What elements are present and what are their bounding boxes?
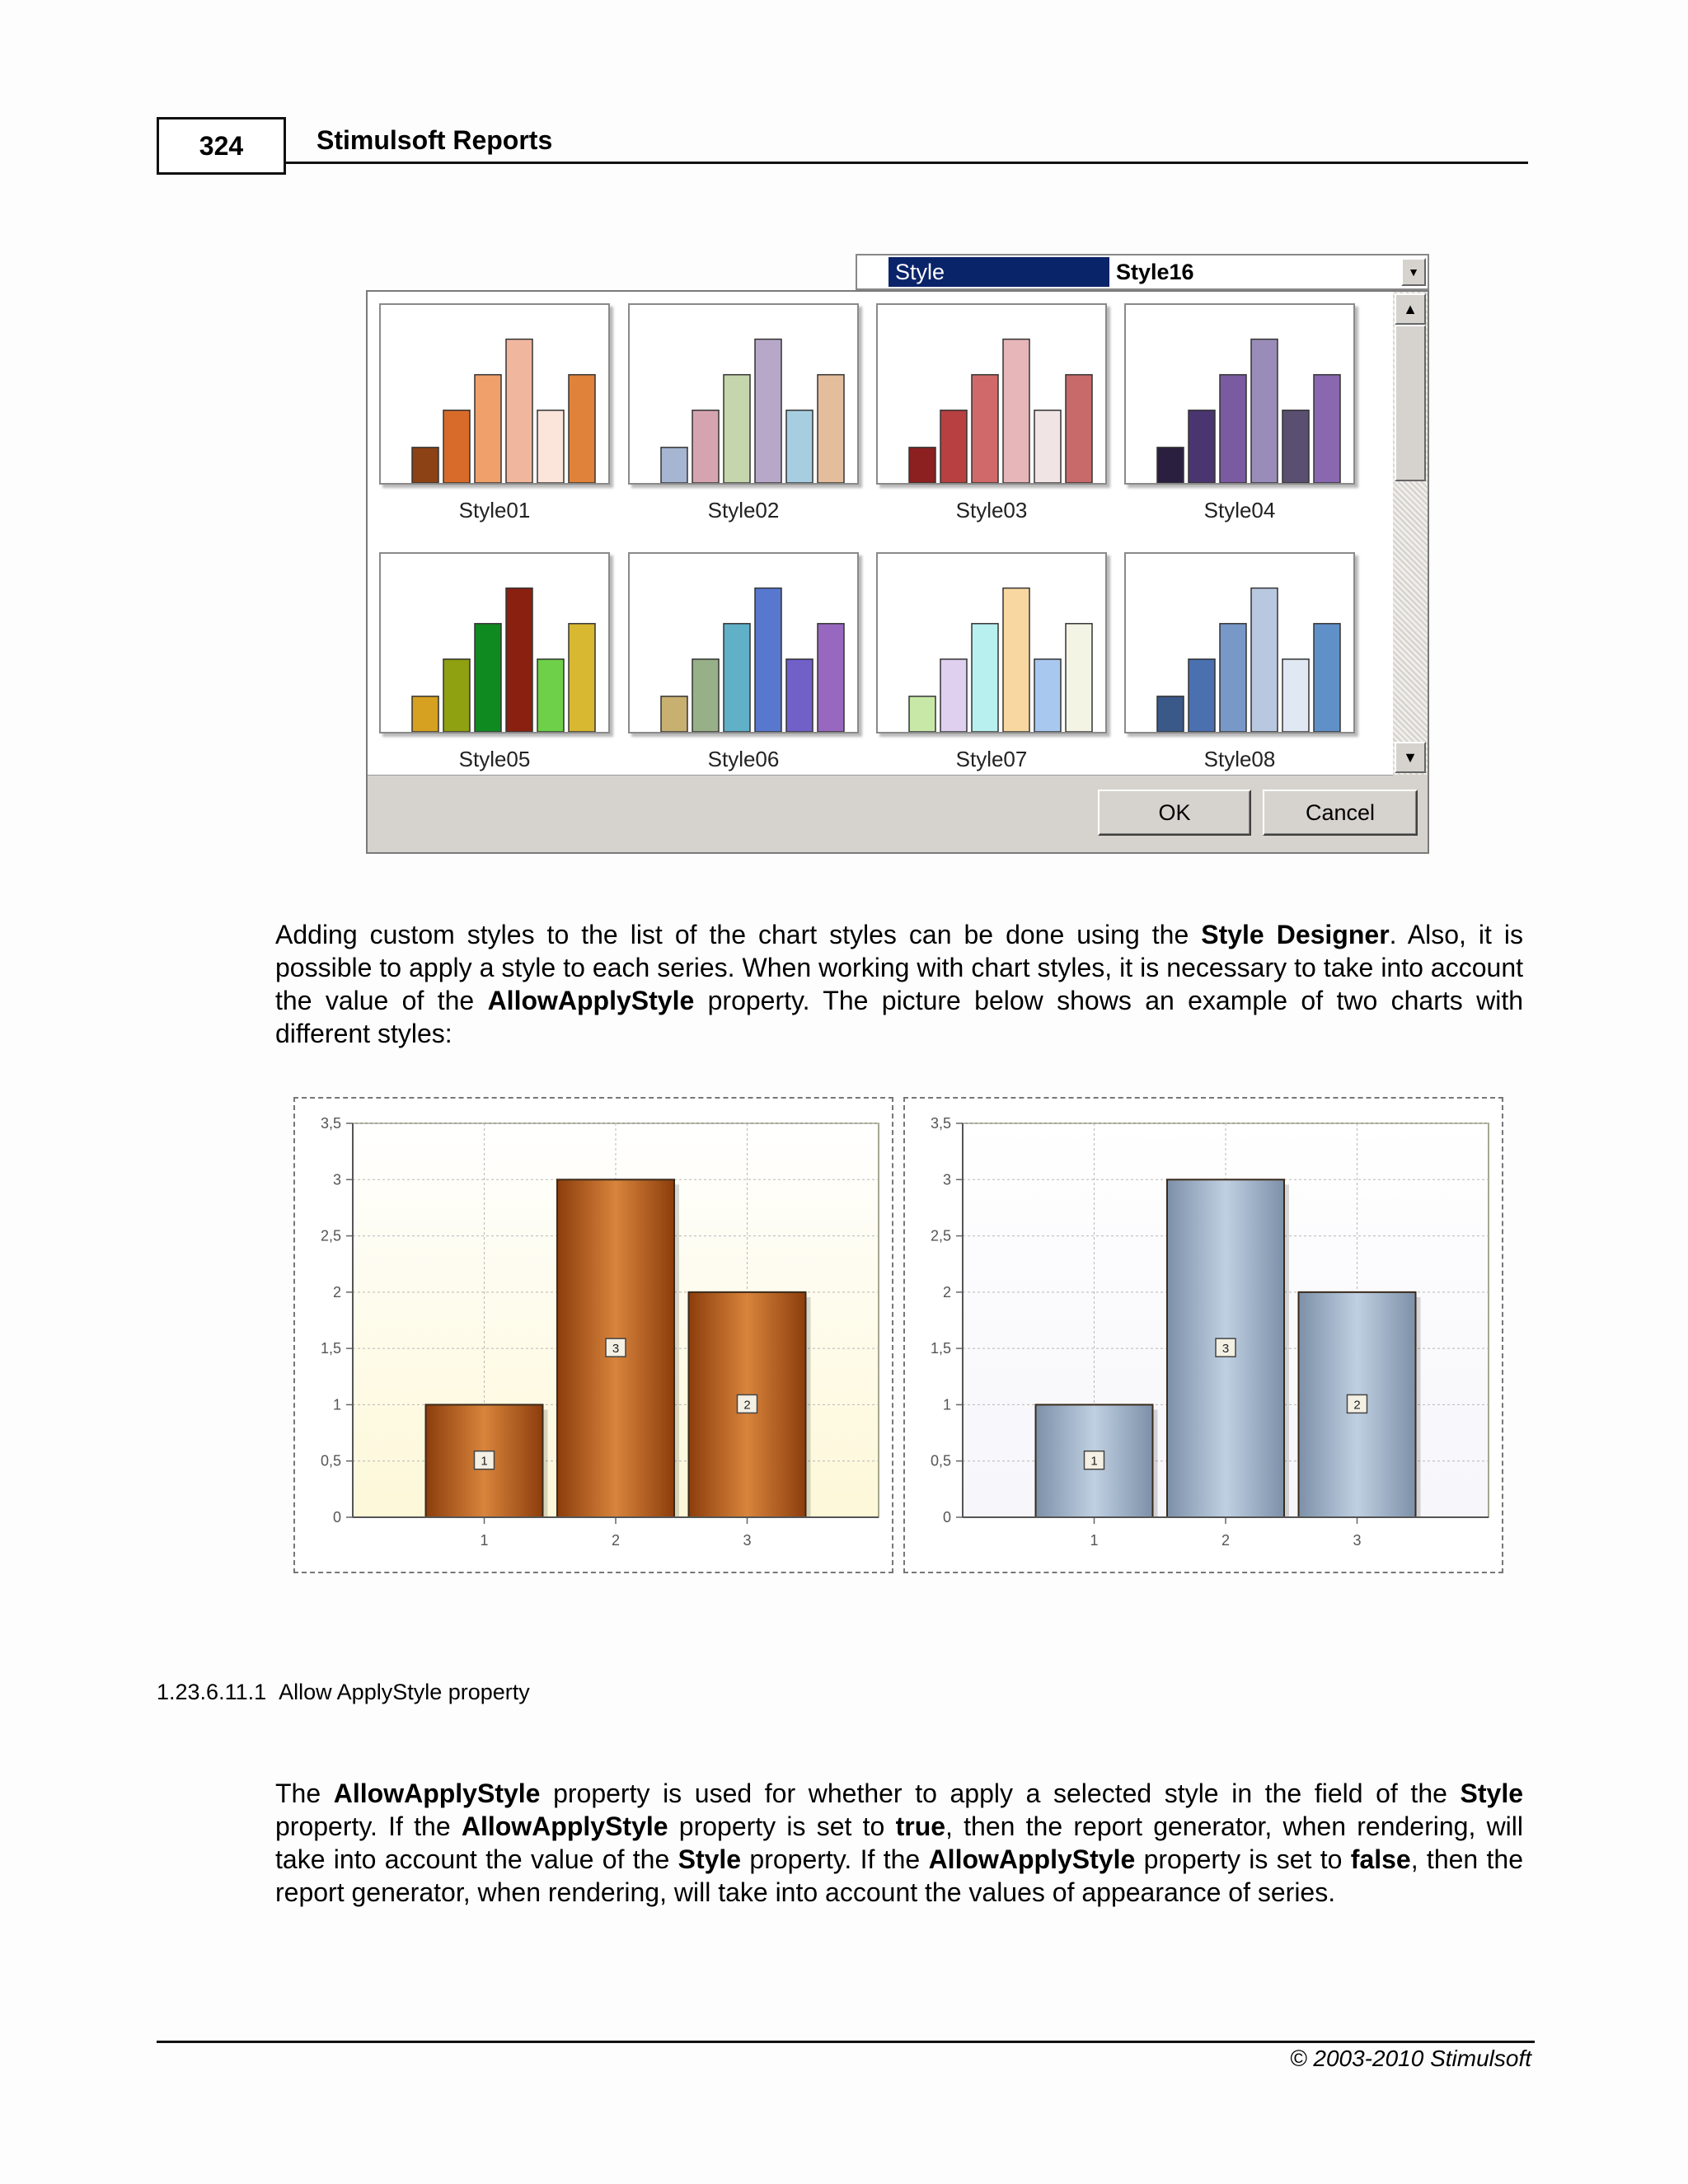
preview-bar [1066, 624, 1092, 732]
footer-rule [157, 2041, 1535, 2043]
style-preview [1124, 552, 1355, 733]
preview-chart [381, 554, 608, 732]
preview-bar [1066, 375, 1092, 483]
data-label: 1 [1090, 1454, 1098, 1469]
preview-bar [755, 588, 781, 732]
preview-bar [786, 410, 813, 483]
preview-bar [818, 375, 844, 483]
y-tick-label: 1 [332, 1396, 341, 1413]
preview-bar [1157, 448, 1184, 483]
preview-bar [1251, 588, 1278, 732]
style-name: Style01 [458, 498, 531, 523]
bold-term: Style [678, 1844, 742, 1874]
preview-bar [661, 696, 687, 732]
preview-bar [909, 448, 935, 483]
preview-bar [940, 659, 967, 732]
running-title: Stimulsoft Reports [316, 125, 553, 155]
style-thumbnail[interactable] [876, 303, 1109, 527]
bar-chart-right [905, 1099, 1502, 1572]
style-name: Style03 [955, 498, 1028, 523]
footer-copyright: © 2003-2010 Stimulsoft [1289, 2046, 1531, 2071]
preview-bar [1220, 624, 1246, 732]
bold-term: AllowApplyStyle [928, 1844, 1136, 1874]
style-property-row[interactable] [856, 254, 1429, 290]
preview-bar [786, 659, 813, 732]
preview-bar [661, 448, 687, 483]
y-tick-label: 2,5 [930, 1227, 951, 1244]
preview-bar [1189, 659, 1215, 732]
bold-term: true [895, 1811, 946, 1841]
preview-chart [630, 305, 857, 483]
preview-bar [537, 410, 564, 483]
data-label: 3 [1221, 1342, 1230, 1357]
bold-term: AllowApplyStyle [461, 1811, 668, 1841]
style-name: Style06 [707, 747, 780, 771]
style-preview [628, 303, 859, 485]
x-tick-label: 2 [611, 1532, 621, 1549]
paragraph-allowapplystyle [275, 1777, 1523, 1909]
style-thumbnail[interactable] [876, 552, 1109, 776]
y-tick-label: 3,5 [930, 1115, 951, 1132]
preview-bar [1034, 410, 1061, 483]
x-tick-label: 1 [1090, 1532, 1099, 1549]
style-preview [379, 552, 610, 733]
x-tick-label: 3 [1353, 1532, 1362, 1549]
data-label: 2 [1353, 1398, 1361, 1413]
page-number: 324 [157, 117, 286, 175]
preview-bar [1314, 624, 1340, 732]
preview-bar [755, 340, 781, 483]
bold-term: AllowApplyStyle [333, 1779, 541, 1808]
style-name: Style07 [955, 747, 1028, 771]
preview-bar [909, 696, 935, 732]
y-tick-label: 0,5 [930, 1452, 951, 1469]
preview-bar [692, 659, 719, 732]
preview-bar [724, 624, 750, 732]
chart-frame-left [293, 1097, 893, 1573]
bar-chart-left [295, 1099, 892, 1572]
preview-bar [443, 659, 470, 732]
style-thumbnail[interactable] [379, 303, 612, 527]
preview-bar [475, 624, 501, 732]
section-heading [157, 1680, 530, 1705]
preview-bar [1003, 340, 1029, 483]
preview-chart [1126, 554, 1353, 732]
chart-frame-right [903, 1097, 1503, 1573]
vertical-scrollbar[interactable] [1393, 292, 1428, 775]
preview-chart [878, 305, 1105, 483]
style-name: Style02 [707, 498, 780, 523]
chart-styles-dialog [366, 290, 1429, 854]
bold-term: AllowApplyStyle [487, 986, 695, 1015]
scroll-up-icon[interactable]: ▲ [1395, 293, 1426, 325]
style-thumbnail[interactable] [379, 552, 612, 776]
y-tick-label: 1,5 [320, 1340, 341, 1357]
x-tick-label: 3 [743, 1532, 752, 1549]
preview-bar [1189, 410, 1215, 483]
preview-bar [972, 624, 998, 732]
preview-bar [940, 410, 967, 483]
y-tick-label: 3,5 [320, 1115, 341, 1132]
bold-term: Style [1460, 1779, 1523, 1808]
y-tick-label: 2 [942, 1283, 951, 1301]
preview-chart [630, 554, 857, 732]
style-preview [1124, 303, 1355, 485]
style-thumbnail[interactable] [628, 552, 860, 776]
section-title: Allow ApplyStyle property [279, 1680, 530, 1704]
y-tick-label: 3 [942, 1171, 951, 1188]
preview-bar [1251, 340, 1278, 483]
bold-term: Style Designer [1201, 920, 1390, 949]
preview-bar [537, 659, 564, 732]
text: , then the report generator, when rendering, will take into account the values of appearance of series. [275, 1844, 1524, 1907]
preview-bar [818, 624, 844, 732]
style-thumbnail[interactable] [628, 303, 860, 527]
style-gallery[interactable] [368, 292, 1393, 776]
ok-button[interactable]: OK [1098, 790, 1251, 836]
y-tick-label: 2 [332, 1283, 341, 1301]
style-property-value[interactable]: Style16 [1116, 260, 1194, 284]
preview-bar [1282, 659, 1309, 732]
preview-bar [443, 410, 470, 483]
style-name: Style04 [1203, 498, 1276, 523]
data-label: 1 [481, 1454, 488, 1469]
style-name: Style08 [1203, 747, 1276, 771]
style-preview [379, 303, 610, 485]
text: . Also, it is possible to apply a style to each series. When working with chart styles, it is necessary to take into account the value of the [275, 920, 1524, 1015]
data-label: 2 [743, 1398, 751, 1413]
bold-term: false [1350, 1844, 1411, 1874]
preview-bar [569, 375, 595, 483]
preview-bar [724, 375, 750, 483]
preview-bar [506, 588, 532, 732]
preview-bar [1314, 375, 1340, 483]
paragraph-styles [275, 918, 1523, 1050]
style-name: Style05 [458, 747, 531, 771]
preview-bar [1034, 659, 1061, 732]
y-tick-label: 1,5 [930, 1340, 951, 1357]
preview-bar [1003, 588, 1029, 732]
y-tick-label: 0 [332, 1509, 341, 1526]
style-property-label: Style [889, 257, 1109, 287]
data-label: 3 [612, 1342, 620, 1357]
y-tick-label: 0,5 [320, 1452, 341, 1469]
preview-bar [1282, 410, 1309, 483]
preview-bar [1157, 696, 1184, 732]
text: property is set to [1135, 1844, 1351, 1874]
text: , then the report generator, when rendering, will take into account the value of the [275, 1811, 1524, 1874]
preview-bar [506, 340, 532, 483]
preview-bar [412, 448, 438, 483]
text: Adding custom styles to the list of the chart styles can be done using the [275, 920, 1202, 949]
x-tick-label: 2 [1221, 1532, 1231, 1549]
preview-bar [692, 410, 719, 483]
preview-chart [381, 305, 608, 483]
y-tick-label: 0 [942, 1509, 951, 1526]
scroll-thumb[interactable] [1395, 325, 1426, 481]
preview-bar [972, 375, 998, 483]
text: property. The picture below shows an example of two charts with different styles: [275, 986, 1524, 1048]
preview-chart [1126, 305, 1353, 483]
preview-bar [475, 375, 501, 483]
text: property. If the [741, 1844, 929, 1874]
style-thumbnail[interactable] [1124, 303, 1357, 527]
chevron-down-icon[interactable]: ▼ [1401, 258, 1426, 286]
y-tick-label: 2,5 [320, 1227, 341, 1244]
preview-bar [412, 696, 438, 732]
y-tick-label: 3 [332, 1171, 341, 1188]
section-number: 1.23.6.11.1 [157, 1680, 267, 1704]
text: property is used for whether to apply a selected style in the field of the [540, 1779, 1461, 1808]
y-tick-label: 1 [942, 1396, 951, 1413]
style-preview [628, 552, 859, 733]
scroll-down-icon[interactable]: ▼ [1395, 742, 1426, 773]
style-thumbnail[interactable] [1124, 552, 1357, 776]
header-rule [286, 162, 1528, 164]
text: The [275, 1779, 334, 1808]
text: property is set to [668, 1811, 896, 1841]
text: property. If the [275, 1811, 462, 1841]
style-preview [876, 552, 1107, 733]
preview-bar [569, 624, 595, 732]
preview-chart [878, 554, 1105, 732]
x-tick-label: 1 [480, 1532, 489, 1549]
preview-bar [1220, 375, 1246, 483]
cancel-button[interactable]: Cancel [1263, 790, 1418, 836]
style-preview [876, 303, 1107, 485]
